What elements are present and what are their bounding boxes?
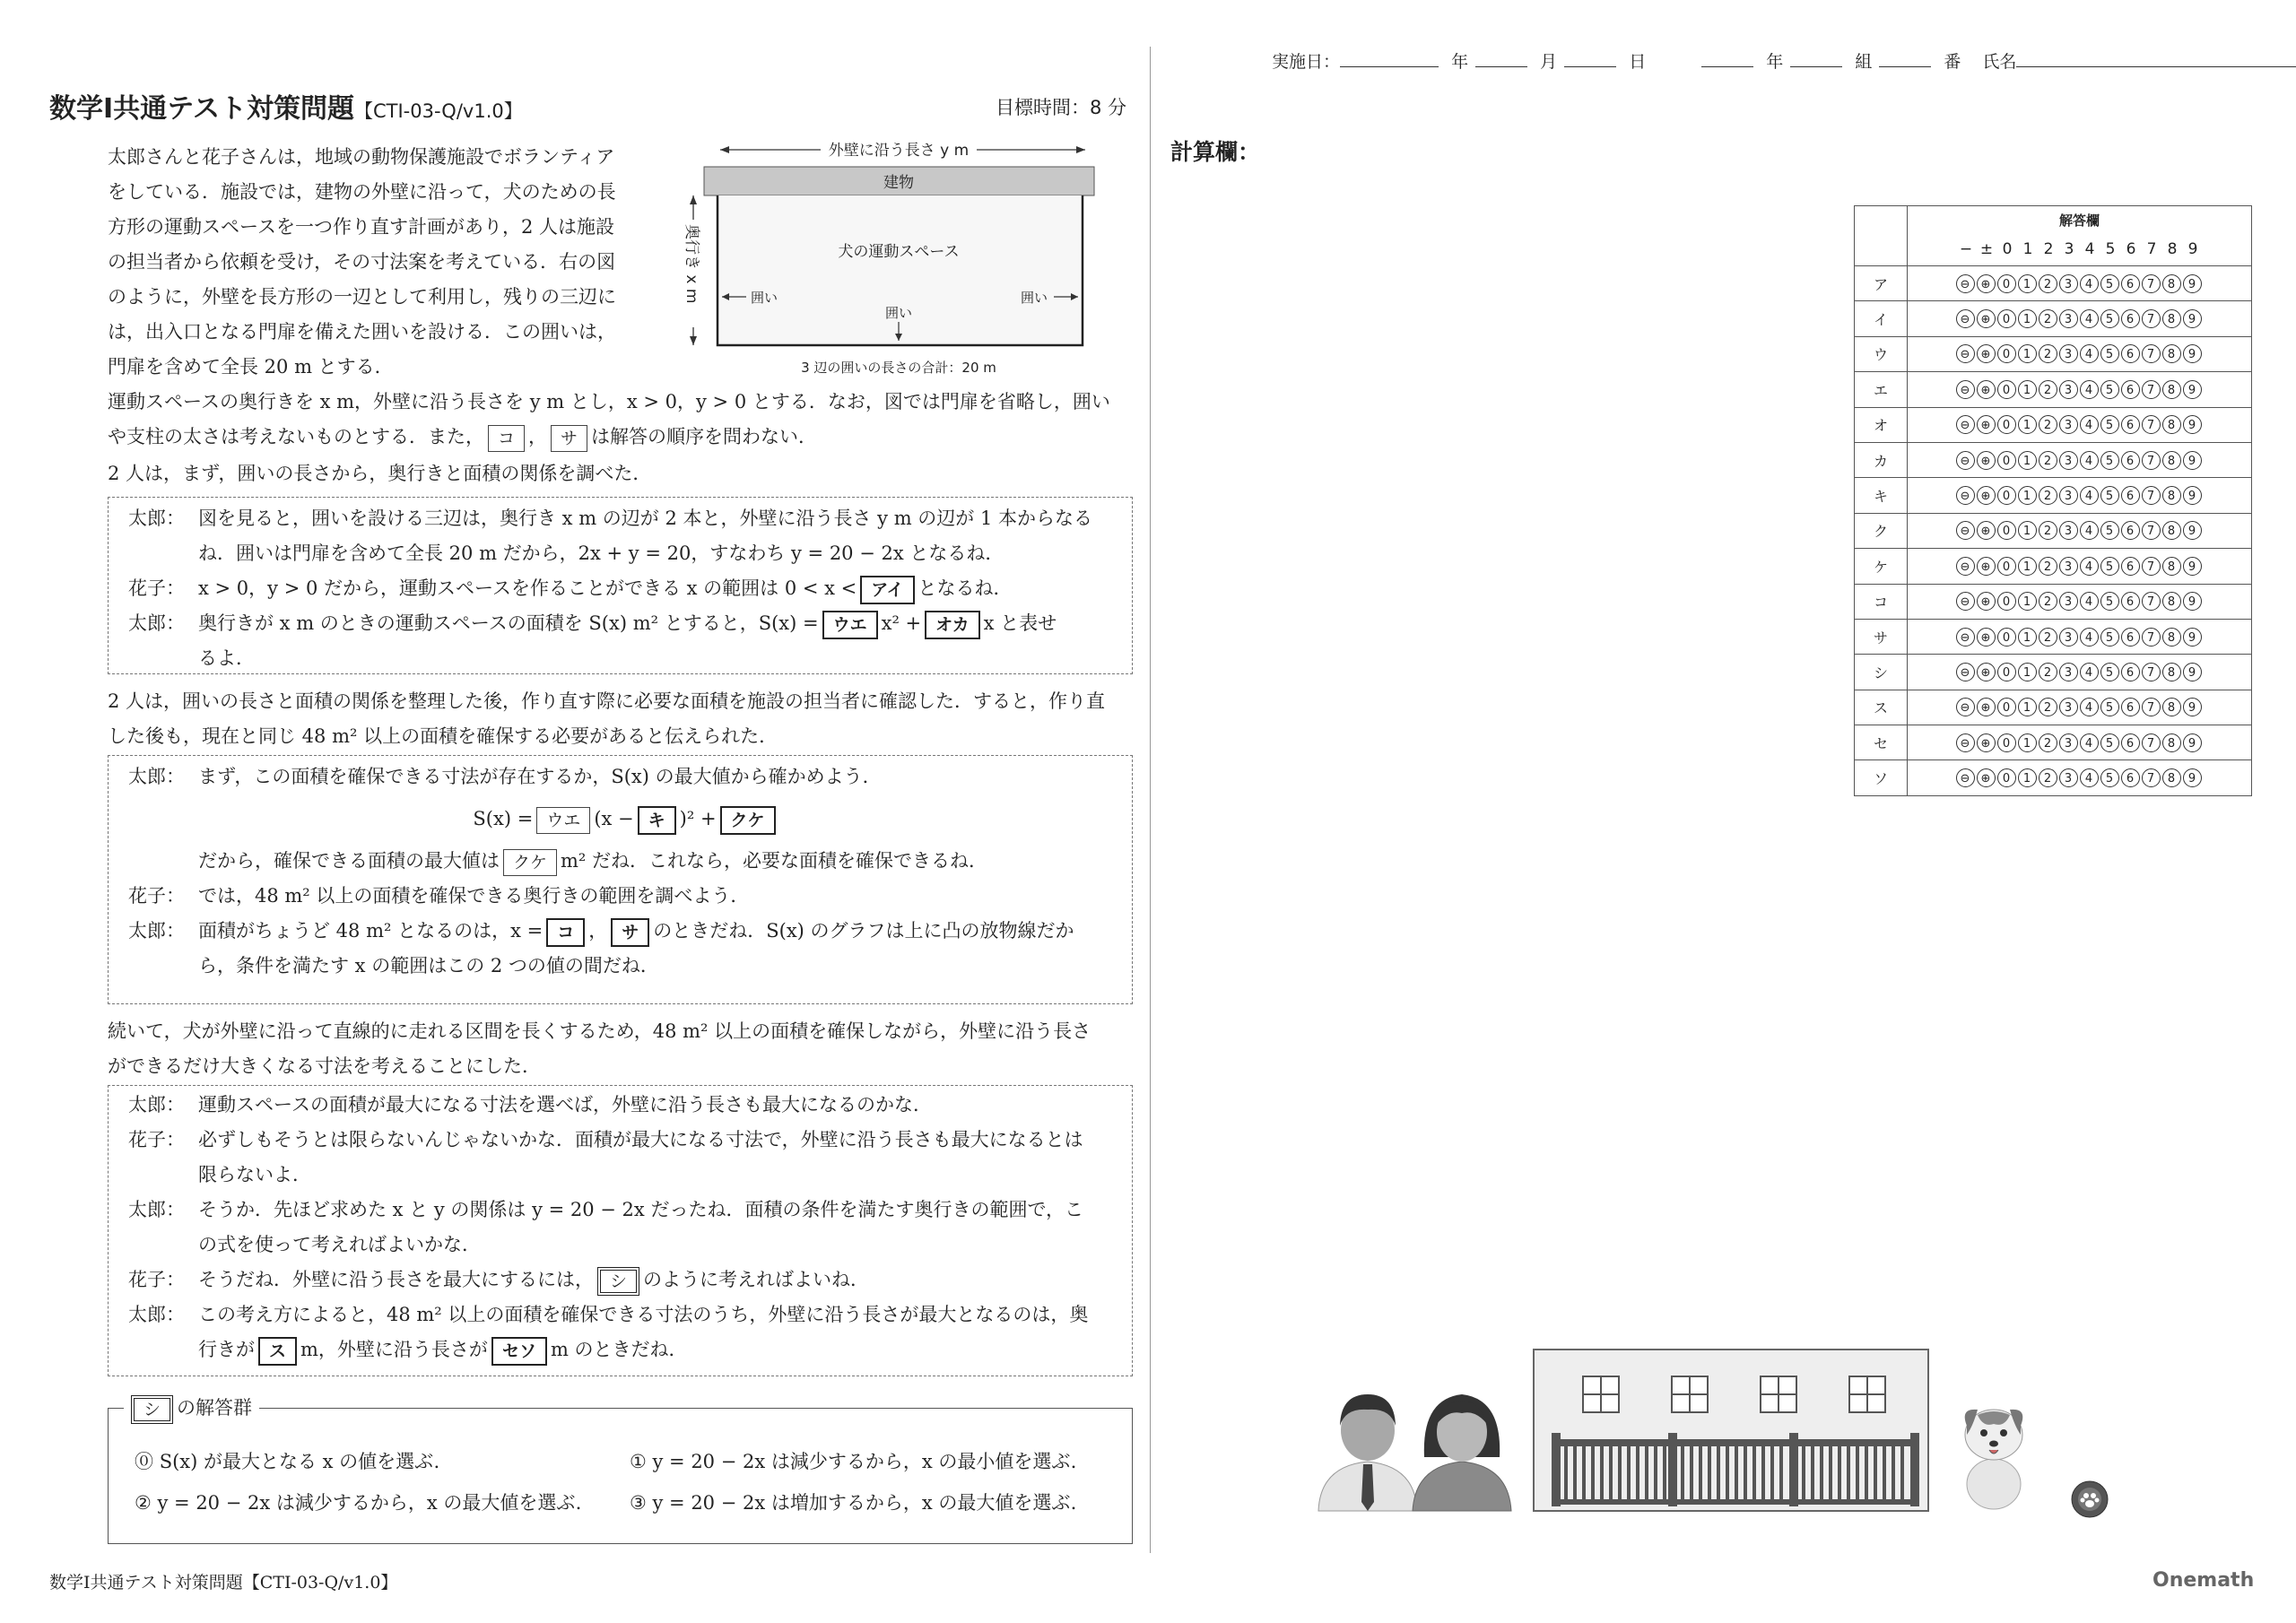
answer-bubble[interactable]: ⊕ xyxy=(1977,628,1996,647)
answer-bubble[interactable]: 1 xyxy=(2018,733,2037,752)
answer-bubble[interactable]: 4 xyxy=(2080,592,2099,611)
answer-bubble[interactable]: 9 xyxy=(2183,628,2202,647)
answer-bubble[interactable]: ⊕ xyxy=(1977,592,1996,611)
answer-bubble[interactable]: 1 xyxy=(2018,663,2037,681)
answer-bubble[interactable]: 6 xyxy=(2121,592,2140,611)
answer-bubble[interactable]: 4 xyxy=(2080,733,2099,752)
answer-row xyxy=(1855,407,2252,442)
answer-bubble[interactable]: 7 xyxy=(2142,521,2161,540)
vertex-form-equation: S(x) = ウエ (x − キ )² + クケ xyxy=(128,802,1124,837)
ball-illustration xyxy=(2072,1481,2108,1517)
answer-bubble[interactable]: 5 xyxy=(2100,698,2119,716)
answer-bubble[interactable]: 2 xyxy=(2039,628,2057,647)
answer-bubble[interactable]: 8 xyxy=(2162,521,2181,540)
girl-figure xyxy=(1413,1394,1511,1511)
choice-0[interactable]: ⓪ S(x) が最大となる x の値を選ぶ． xyxy=(135,1451,453,1472)
intro-text: 太郎さんと花子さんは，地域の動物保護施設でボランティア をしている．施設では，建物の外壁に沿って，犬のための長 方形の運動スペースを一つ作り直す計画があり，2 人は施設 の担当者から依頼を受け，その寸法案を考えている．右の図 のように，外壁を長方形の一辺として利用し，残りの三辺に は，出入口となる門扉を備えた囲いを設ける．この囲いは， 門扉を含めて全長 20 m とする． xyxy=(108,146,616,378)
student-info-fields: 実施日： 年 月 日 年 組 番 氏名 xyxy=(1272,47,2296,77)
answer-bubble[interactable]: 2 xyxy=(2039,415,2057,434)
answer-bubble[interactable]: ⊖ xyxy=(1956,344,1975,363)
answer-bubble[interactable]: ⊕ xyxy=(1977,521,1996,540)
answer-row xyxy=(1855,760,2252,795)
answer-bubble[interactable]: 8 xyxy=(2162,698,2181,716)
answer-bubble[interactable]: 4 xyxy=(2080,557,2099,576)
answer-bubble[interactable]: 7 xyxy=(2142,628,2161,647)
answer-bubble[interactable]: 9 xyxy=(2183,592,2202,611)
fence-bottom-label: 囲い xyxy=(884,305,913,321)
answer-bubble[interactable]: 3 xyxy=(2059,415,2078,434)
answer-row-label: エ xyxy=(1855,372,1908,407)
answer-bubble[interactable]: 0 xyxy=(1997,768,2016,787)
answer-bubble[interactable]: 4 xyxy=(2080,663,2099,681)
answer-row xyxy=(1855,549,2252,584)
choice-3[interactable]: ③ y = 20 − 2x は増加するから，x の最大値を選ぶ． xyxy=(630,1492,1090,1514)
answer-bubble[interactable]: ⊖ xyxy=(1956,733,1975,752)
answer-bubble[interactable]: ⊖ xyxy=(1956,380,1975,399)
answer-bubble[interactable]: 0 xyxy=(1997,663,2016,681)
answer-bubble[interactable]: 6 xyxy=(2121,663,2140,681)
answer-bubble[interactable]: 8 xyxy=(2162,309,2181,328)
answer-bubble[interactable]: 2 xyxy=(2039,698,2057,716)
answer-bubble[interactable]: 3 xyxy=(2059,592,2078,611)
answer-bubble[interactable]: 8 xyxy=(2162,628,2181,647)
mid-text-1: 2 人は，囲いの長さと面積の関係を整理した後，作り直す際に必要な面積を施設の担当者に確認した．すると，作り直 した後も，現在と同じ 48 m² 以上の面積を確保する必要があると伝えられた． xyxy=(108,690,1106,747)
answer-bubble[interactable]: 0 xyxy=(1997,521,2016,540)
answer-bubble[interactable]: 1 xyxy=(2018,415,2037,434)
answer-bubble[interactable]: 1 xyxy=(2018,592,2037,611)
answer-row-label: ア xyxy=(1855,266,1908,301)
answer-row xyxy=(1855,725,2252,760)
answer-bubble[interactable]: 2 xyxy=(2039,733,2057,752)
answer-bubble[interactable]: 2 xyxy=(2039,557,2057,576)
answer-bubble[interactable]: 1 xyxy=(2018,344,2037,363)
answer-sheet-header-digit: 4 xyxy=(2084,240,2095,258)
answer-row-label: オ xyxy=(1855,407,1908,442)
answer-bubble[interactable]: 7 xyxy=(2142,415,2161,434)
answer-bubble[interactable]: 3 xyxy=(2059,628,2078,647)
answer-bubble[interactable]: 0 xyxy=(1997,557,2016,576)
answer-bubble[interactable]: ⊕ xyxy=(1977,557,1996,576)
answer-bubble[interactable]: 5 xyxy=(2100,486,2119,505)
answer-sheet-title: 解答欄 xyxy=(1908,206,2252,234)
answer-bubble[interactable]: 2 xyxy=(2039,380,2057,399)
answer-bubble[interactable]: 5 xyxy=(2100,733,2119,752)
answer-bubble[interactable]: ⊖ xyxy=(1956,663,1975,681)
answer-bubble[interactable]: 7 xyxy=(2142,309,2161,328)
answer-bubble[interactable]: 7 xyxy=(2142,344,2161,363)
answer-bubble[interactable]: 1 xyxy=(2018,451,2037,470)
target-time: 目標時間：8 分 xyxy=(996,97,1127,118)
answer-bubble[interactable]: 1 xyxy=(2018,698,2037,716)
answer-bubble[interactable]: 0 xyxy=(1997,451,2016,470)
answer-bubble[interactable]: 3 xyxy=(2059,274,2078,293)
answer-bubble[interactable]: 0 xyxy=(1997,592,2016,611)
answer-bubble[interactable]: 3 xyxy=(2059,768,2078,787)
answer-box-kuke: クケ xyxy=(720,806,776,835)
answer-row xyxy=(1855,655,2252,690)
answer-row xyxy=(1855,619,2252,654)
answer-bubble[interactable]: 4 xyxy=(2080,380,2099,399)
answer-bubble[interactable]: 4 xyxy=(2080,344,2099,363)
answer-bubble[interactable]: 8 xyxy=(2162,592,2181,611)
answer-sheet-header-digit: 6 xyxy=(2126,240,2136,258)
answer-bubble[interactable]: 3 xyxy=(2059,521,2078,540)
answer-bubble[interactable]: 9 xyxy=(2183,451,2202,470)
answer-bubble[interactable]: ⊕ xyxy=(1977,698,1996,716)
answer-bubble[interactable]: ⊖ xyxy=(1956,698,1975,716)
depth-label: 奥行き x m xyxy=(683,224,700,304)
space-diagram xyxy=(677,135,1108,386)
answer-row-label: ウ xyxy=(1855,336,1908,371)
answer-row xyxy=(1855,442,2252,477)
answer-bubble[interactable]: 8 xyxy=(2162,415,2181,434)
answer-bubble[interactable]: 9 xyxy=(2183,698,2202,716)
answer-bubble[interactable]: 5 xyxy=(2100,274,2119,293)
answer-bubble[interactable]: 2 xyxy=(2039,768,2057,787)
answer-bubble[interactable]: 0 xyxy=(1997,380,2016,399)
answer-bubble[interactable]: 0 xyxy=(1997,698,2016,716)
answer-bubble[interactable]: 1 xyxy=(2018,768,2037,787)
answer-bubble[interactable]: 0 xyxy=(1997,733,2016,752)
answer-bubble[interactable]: 5 xyxy=(2100,628,2119,647)
dog-illustration xyxy=(1965,1410,2023,1509)
answer-bubble[interactable]: 5 xyxy=(2100,415,2119,434)
answer-row xyxy=(1855,266,2252,301)
answer-bubble[interactable]: 4 xyxy=(2080,698,2099,716)
answer-bubble[interactable]: ⊕ xyxy=(1977,768,1996,787)
answer-bubble[interactable]: ⊕ xyxy=(1977,451,1996,470)
answer-bubble[interactable]: 0 xyxy=(1997,415,2016,434)
answer-bubble[interactable]: 6 xyxy=(2121,521,2140,540)
answer-bubble[interactable]: 1 xyxy=(2018,521,2037,540)
answer-bubble[interactable]: 3 xyxy=(2059,380,2078,399)
answer-sheet-header-digit: 8 xyxy=(2167,240,2178,258)
answer-box-sa: サ xyxy=(551,425,587,452)
answer-bubble[interactable]: 4 xyxy=(2080,628,2099,647)
answer-bubble[interactable]: 9 xyxy=(2183,557,2202,576)
answer-bubble[interactable]: 6 xyxy=(2121,451,2140,470)
dialogue-2: 太郎： まず，この面積を確保できる寸法が存在するか，S(x) の最大値から確かめよう． S(x) = ウエ (x − キ )² + クケ だから，確保できる面積の最大値は クケ m² だね．これなら，必要な面積を確保できるね． 花子： では，48 m² 以上の面積を確保できる奥行きの範囲を調べよう． 太郎： 面積がちょうど 48 m² となるのは，x = コ ， サ のときだね．S(x) のグラフは上に凸の放物線だか ら，条件を満たす x の範囲はこの 2 つの値の間だね． xyxy=(128,759,1124,984)
answer-bubble[interactable]: 8 xyxy=(2162,733,2181,752)
answer-bubble[interactable]: 3 xyxy=(2059,663,2078,681)
answer-bubble[interactable]: 9 xyxy=(2183,309,2202,328)
answer-bubble[interactable]: 7 xyxy=(2142,274,2161,293)
answer-bubble[interactable]: 4 xyxy=(2080,521,2099,540)
answer-bubble[interactable]: 3 xyxy=(2059,451,2078,470)
answer-row xyxy=(1855,336,2252,371)
fence-left-label: 囲い xyxy=(751,290,778,306)
answer-bubble[interactable]: 7 xyxy=(2142,663,2161,681)
answer-row xyxy=(1855,513,2252,548)
answer-bubble[interactable]: 6 xyxy=(2121,733,2140,752)
width-label: 外壁に沿う長さ y m xyxy=(828,142,970,160)
answer-bubble[interactable]: ⊖ xyxy=(1956,415,1975,434)
answer-bubble[interactable]: 5 xyxy=(2100,451,2119,470)
answer-bubble[interactable]: 4 xyxy=(2080,486,2099,505)
footer-title: 数学Ⅰ共通テスト対策問題【CTI-03-Q/v1.0】 xyxy=(49,1573,398,1593)
answer-row-label: セ xyxy=(1855,725,1908,760)
answer-bubble[interactable]: 5 xyxy=(2100,380,2119,399)
answer-box-ko: コ xyxy=(488,425,525,452)
answer-bubble[interactable]: 9 xyxy=(2183,486,2202,505)
answer-bubble[interactable]: 0 xyxy=(1997,486,2016,505)
answer-bubble[interactable]: 3 xyxy=(2059,733,2078,752)
answer-row-label: コ xyxy=(1855,584,1908,619)
setup-text: 運動スペースの奥行きを x m，外壁に沿う長さを y m とし，x > 0，y > 0 とする．なお，図では門扉を省略し，囲い や支柱の太さは考えないものとする．また， コ ， サ は解答の順序を問わない． 2 人は，まず，囲いの長さから，奥行きと面積の関係を調べた． xyxy=(108,391,1110,484)
choice-1[interactable]: ① y = 20 − 2x は減少するから，x の最小値を選ぶ． xyxy=(630,1451,1090,1472)
answer-row-label: キ xyxy=(1855,478,1908,513)
answer-bubble[interactable]: ⊖ xyxy=(1956,451,1975,470)
answer-bubble[interactable]: 8 xyxy=(2162,486,2181,505)
boy-figure xyxy=(1318,1394,1417,1511)
answer-sheet-header-digit: 2 xyxy=(2043,240,2054,258)
answer-bubble[interactable]: 8 xyxy=(2162,663,2181,681)
answer-bubble[interactable]: 2 xyxy=(2039,344,2057,363)
answer-row xyxy=(1855,478,2252,513)
answer-box-sa-2: サ xyxy=(611,918,649,947)
answer-bubble[interactable]: 1 xyxy=(2018,486,2037,505)
space-label: 犬の運動スペース xyxy=(838,243,960,261)
answer-bubble[interactable]: 7 xyxy=(2142,557,2161,576)
answer-bubble[interactable]: ⊕ xyxy=(1977,486,1996,505)
answer-bubble[interactable]: 1 xyxy=(2018,309,2037,328)
answer-bubble[interactable]: 9 xyxy=(2183,663,2202,681)
answer-bubble[interactable]: 7 xyxy=(2142,486,2161,505)
answer-bubble[interactable]: 4 xyxy=(2080,415,2099,434)
answer-bubble[interactable]: 8 xyxy=(2162,768,2181,787)
answer-bubble[interactable]: 7 xyxy=(2142,733,2161,752)
dialogue-3: 太郎： 運動スペースの面積が最大になる寸法を選べば，外壁に沿う長さも最大になるのかな． 花子： 必ずしもそうとは限らないんじゃないかな．面積が最大になる寸法で，外壁に沿う長さも最大になるとは 限らないよ． 太郎： そうか．先ほど求めた x と y の関係は y = 20 − 2x だったね．面積の条件を満たす奥行きの範囲で，こ の式を使って考えればよいかな． 花子： そうだね．外壁に沿う長さを最大にするには， シ のように考えればよいね． 太郎： この考え方によると，48 m² 以上の面積を確保できる寸法のうち，外壁に沿う長さが最大となるのは，奥 行きが ス m，外壁に沿う長さが セソ m のときだね． xyxy=(128,1088,1124,1367)
answer-bubble[interactable]: 0 xyxy=(1997,309,2016,328)
answer-bubble[interactable]: ⊕ xyxy=(1977,309,1996,328)
answer-box-su: ス xyxy=(258,1337,297,1366)
answer-bubble[interactable]: 5 xyxy=(2100,557,2119,576)
answer-bubble[interactable]: 6 xyxy=(2121,274,2140,293)
answer-box-ue: ウエ xyxy=(822,611,878,639)
answer-row-label: ケ xyxy=(1855,549,1908,584)
answer-row-label: カ xyxy=(1855,442,1908,477)
answer-bubble[interactable]: ⊖ xyxy=(1956,628,1975,647)
answer-row-label: シ xyxy=(1855,655,1908,690)
answer-bubble[interactable]: 9 xyxy=(2183,521,2202,540)
answer-bubble[interactable]: 1 xyxy=(2018,557,2037,576)
answer-bubble[interactable]: 9 xyxy=(2183,380,2202,399)
answer-bubble[interactable]: ⊕ xyxy=(1977,274,1996,293)
answer-bubble[interactable]: 5 xyxy=(2100,344,2119,363)
answer-bubble[interactable]: 7 xyxy=(2142,451,2161,470)
answer-sheet xyxy=(1854,205,2252,796)
answer-row-label: ク xyxy=(1855,513,1908,548)
answer-bubble[interactable]: 4 xyxy=(2080,451,2099,470)
answer-bubble[interactable]: ⊖ xyxy=(1956,486,1975,505)
answer-bubble[interactable]: 6 xyxy=(2121,557,2140,576)
answer-box-seso: セソ xyxy=(491,1337,547,1366)
fence-total-caption: 3 辺の囲いの長さの合計：20 m xyxy=(801,360,996,376)
answer-row xyxy=(1855,690,2252,725)
answer-bubble[interactable]: 4 xyxy=(2080,274,2099,293)
brand-logo: Onemath xyxy=(2152,1569,2255,1592)
answer-sheet-header-digit: 9 xyxy=(2187,240,2198,258)
illustration xyxy=(1309,1345,2117,1524)
answer-bubble[interactable]: 7 xyxy=(2142,698,2161,716)
answer-bubble[interactable]: ⊖ xyxy=(1956,521,1975,540)
answer-sheet-header-digit: 3 xyxy=(2064,240,2074,258)
answer-bubble[interactable]: 3 xyxy=(2059,698,2078,716)
answer-bubble[interactable]: ⊖ xyxy=(1956,768,1975,787)
fence-right-label: 囲い xyxy=(1021,290,1048,306)
answer-sheet-header-digit: 7 xyxy=(2146,240,2157,258)
answer-bubble[interactable]: ⊖ xyxy=(1956,274,1975,293)
answer-bubble[interactable]: 6 xyxy=(2121,768,2140,787)
column-divider xyxy=(1150,47,1151,1553)
page-title: 数学Ⅰ共通テスト対策問題【CTI-03-Q/v1.0】 xyxy=(49,93,523,125)
mid-text-2: 続いて，犬が外壁に沿って直線的に走れる区間を長くするため，48 m² 以上の面積を確保しながら，外壁に沿う長さ ができるだけ大きくなる寸法を考えることにした． xyxy=(108,1020,1091,1077)
answer-bubble[interactable]: 9 xyxy=(2183,415,2202,434)
answer-bubble[interactable]: ⊕ xyxy=(1977,380,1996,399)
answer-bubble[interactable]: 6 xyxy=(2121,344,2140,363)
answer-bubble[interactable]: 3 xyxy=(2059,344,2078,363)
answer-bubble[interactable]: 1 xyxy=(2018,380,2037,399)
answer-bubble[interactable]: 8 xyxy=(2162,344,2181,363)
answer-bubble[interactable]: 6 xyxy=(2121,380,2140,399)
answer-bubble[interactable]: 9 xyxy=(2183,344,2202,363)
answer-bubble[interactable]: 2 xyxy=(2039,521,2057,540)
answer-bubble[interactable]: 5 xyxy=(2100,663,2119,681)
answer-box-ai: アイ xyxy=(860,576,914,604)
answer-bubble[interactable]: 2 xyxy=(2039,274,2057,293)
answer-bubble[interactable]: 3 xyxy=(2059,486,2078,505)
answer-bubble[interactable]: 7 xyxy=(2142,768,2161,787)
calculation-area-label: 計算欄： xyxy=(1170,139,1261,165)
answer-row-label: サ xyxy=(1855,619,1908,654)
answer-bubble[interactable]: ⊕ xyxy=(1977,344,1996,363)
answer-bubble[interactable]: 6 xyxy=(2121,698,2140,716)
answer-bubble[interactable]: 2 xyxy=(2039,309,2057,328)
answer-row-label: イ xyxy=(1855,301,1908,336)
answer-box-ki: キ xyxy=(638,806,676,835)
choice-2[interactable]: ② y = 20 − 2x は減少するから，x の最大値を選ぶ． xyxy=(135,1492,595,1514)
answer-bubble[interactable]: 0 xyxy=(1997,628,2016,647)
answer-bubble[interactable]: 2 xyxy=(2039,592,2057,611)
answer-bubble[interactable]: 9 xyxy=(2183,768,2202,787)
answer-bubble[interactable]: 5 xyxy=(2100,309,2119,328)
answer-bubble[interactable]: 3 xyxy=(2059,557,2078,576)
answer-bubble[interactable]: 7 xyxy=(2142,380,2161,399)
answer-bubble[interactable]: 8 xyxy=(2162,274,2181,293)
answer-bubble[interactable]: ⊖ xyxy=(1956,592,1975,611)
building-illustration xyxy=(1534,1350,1928,1511)
answer-bubble[interactable]: 4 xyxy=(2080,309,2099,328)
answer-sheet-header-digit: − xyxy=(1959,240,1973,258)
answer-bubble[interactable]: 6 xyxy=(2121,309,2140,328)
answer-box-ko-2: コ xyxy=(546,918,585,947)
answer-sheet-header-digit: 0 xyxy=(2002,240,2013,258)
answer-bubble[interactable]: 7 xyxy=(2142,592,2161,611)
answer-row xyxy=(1855,301,2252,336)
answer-bubble[interactable]: 5 xyxy=(2100,592,2119,611)
choice-group-title: シ の解答群 xyxy=(124,1393,259,1424)
answer-row-label: ソ xyxy=(1855,760,1908,795)
answer-bubble[interactable]: ⊕ xyxy=(1977,415,1996,434)
answer-bubble[interactable]: 1 xyxy=(2018,628,2037,647)
dialogue-1: 太郎： 図を見ると，囲いを設ける三辺は，奥行き x m の辺が 2 本と，外壁に沿う長さ y m の辺が 1 本からなる ね．囲いは門扉を含めて全長 20 m だから，2x + y = 20，すなわち y = 20 − 2x となるね． 花子： x > 0，y > 0 だから，運動スペースを作ることができる x の範囲は 0 < x < アイ となるね． 太郎： 奥行きが x m のときの運動スペースの面積を S(x) m² とすると，S(x) = ウエ x² + オカ x と表せ るよ． xyxy=(128,508,1093,669)
answer-bubble[interactable]: 3 xyxy=(2059,309,2078,328)
answer-bubble[interactable]: 5 xyxy=(2100,521,2119,540)
answer-bubble[interactable]: ⊖ xyxy=(1956,557,1975,576)
answer-bubble[interactable]: 6 xyxy=(2121,628,2140,647)
answer-sheet-header-digit: ± xyxy=(1979,240,1994,258)
answer-bubble[interactable]: 6 xyxy=(2121,415,2140,434)
answer-bubble[interactable]: 0 xyxy=(1997,344,2016,363)
answer-bubble[interactable]: 8 xyxy=(2162,557,2181,576)
answer-row xyxy=(1855,372,2252,407)
building-label: 建物 xyxy=(883,174,914,192)
answer-bubble[interactable]: ⊖ xyxy=(1956,309,1975,328)
answer-bubble[interactable]: 9 xyxy=(2183,733,2202,752)
answer-bubble[interactable]: 2 xyxy=(2039,663,2057,681)
answer-bubble[interactable]: 8 xyxy=(2162,451,2181,470)
answer-bubble[interactable]: 2 xyxy=(2039,451,2057,470)
answer-row-label: ス xyxy=(1855,690,1908,725)
answer-sheet-header-digit: 1 xyxy=(2022,240,2033,258)
answer-bubble[interactable]: ⊕ xyxy=(1977,733,1996,752)
answer-sheet-header xyxy=(1908,233,2252,266)
answer-box-oka: オカ xyxy=(925,611,979,639)
answer-sheet-header-digit: 5 xyxy=(2105,240,2116,258)
answer-bubble[interactable]: ⊕ xyxy=(1977,663,1996,681)
answer-bubble[interactable]: 5 xyxy=(2100,768,2119,787)
answer-bubble[interactable]: 9 xyxy=(2183,274,2202,293)
answer-bubble[interactable]: 2 xyxy=(2039,486,2057,505)
answer-bubble[interactable]: 6 xyxy=(2121,486,2140,505)
answer-bubble[interactable]: 8 xyxy=(2162,380,2181,399)
answer-box-shi: シ xyxy=(597,1267,639,1296)
answer-bubble[interactable]: 4 xyxy=(2080,768,2099,787)
answer-row xyxy=(1855,584,2252,619)
answer-bubble[interactable]: 1 xyxy=(2018,274,2037,293)
answer-bubble[interactable]: 0 xyxy=(1997,274,2016,293)
